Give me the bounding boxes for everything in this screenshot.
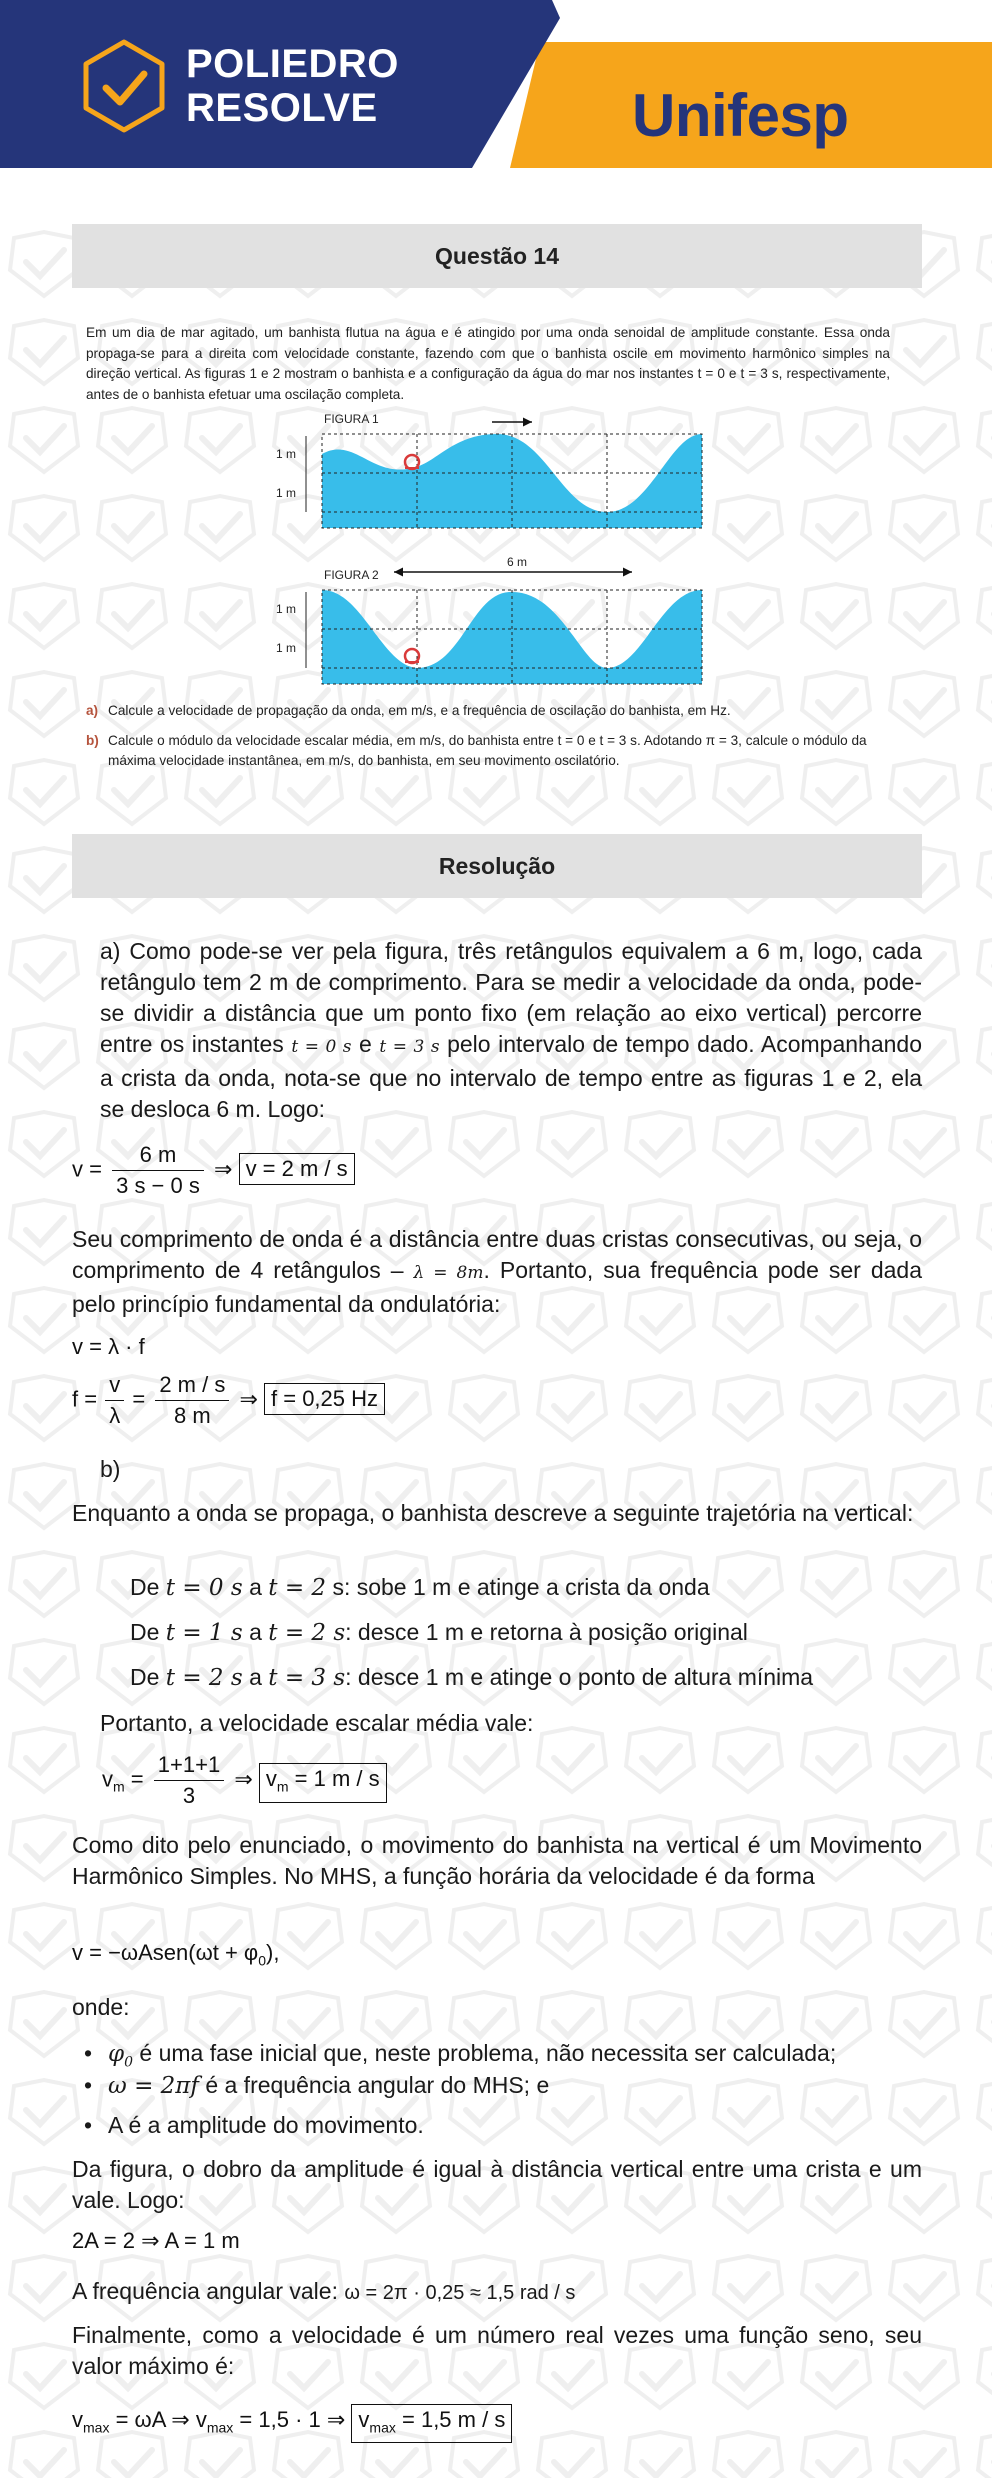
item-a: a) Calcule a velocidade de propagação da onda, em m/s, e a frequência de oscilação do banhista, em Hz.	[86, 703, 731, 718]
mhs-text: Como dito pelo enunciado, o movimento do banhista na vertical é um Movimento Harmônico Simples. No MHS, a função horária da velocidade é da forma	[72, 1832, 922, 1889]
question-statement: Em um dia de mar agitado, um banhista flutua na água e é atingido por uma onda senoidal de amplitude constante. Essa onda propaga-se para a direita com velocidade constante, fazendo com que o banhista oscile em movimento harmônico simples na direção vertical. As figuras 1 e 2 mostram o banhista e a configuração da água do mar nos instantes t = 0 e t = 3 s, respectivamente, antes de o banhista efetuar uma oscilação completa.	[86, 325, 890, 402]
question-title: Questão 14	[72, 224, 922, 288]
item-b: b) Calcule o módulo da velocidade escalar média, em m/s, do banhista entre t = 0 e t = 3 s. Adotando π = 3, calcule o módulo da máxima velocidade instantânea, em m/s, do banhista, em seu movimento oscilatório.	[86, 733, 867, 768]
fig2-1m-a: 1 m	[276, 602, 297, 616]
brand-line-2: RESOLVE	[186, 86, 378, 130]
equation-mean-velocity: $v_m$ = $\frac{1+1+1}{3}$ ⇒ $v_m = 1$ m / s	[102, 1750, 387, 1811]
equation-amplitude: 2A = 2 ⇒ A = 1 m	[72, 2228, 240, 2253]
figure2-label: FIGURA 2	[324, 568, 379, 582]
vm-intro: Portanto, a velocidade escalar média vale:	[100, 1710, 534, 1736]
resolution-a-text: a) Como pode-se ver pela figura, três retângulos equivalem a 6 m, logo, cada retângulo tem 2 m de comprimento. Para se medir a velocidade da onda, pode-se dividir a distância que um ponto fixo (em relação ao eixo vertical) percorre entre os instantes t = 0 s e t = 3 s pelo intervalo de tempo dado. Acompanhando a crista da onda, nota-se que no intervalo de tempo entre as figuras 1 e 2, ela se desloca 6 m. Logo:	[100, 938, 922, 1122]
equation-frequency: f = $\frac{v}{\lambda}$ = $\frac{2 m / s}{8 m}$ ⇒ f = 0,25 Hz	[72, 1370, 385, 1431]
equation-mhs: v = −ωAsen(ωt + $\varphi_0$),	[72, 1940, 280, 1969]
item-b-label: b)	[100, 1456, 121, 1482]
figure1-label: FIGURA 1	[324, 412, 379, 426]
fig1-1m-a: 1 m	[276, 447, 297, 461]
bullet-amplitude: • A é a amplitude do movimento.	[108, 2110, 424, 2140]
b-step-1: De t = 0 s a t = 2 s: sobe 1 m e atinge a crista da onda	[130, 1574, 710, 1601]
frequency-result: f = 0,25 Hz	[264, 1383, 385, 1415]
amplitude-text: Da figura, o dobro da amplitude é igual à distância vertical entre uma crista e um vale. Logo:	[72, 2156, 922, 2213]
onde-label: onde:	[72, 1994, 130, 2020]
brand-name	[186, 42, 399, 130]
check-hexagon-icon	[80, 38, 168, 134]
equation-v-lambda-f: v = λ · f	[72, 1334, 145, 1359]
vmax-result: $v_{max} = 1,5$ m / s	[351, 2404, 512, 2443]
omega-line: A frequência angular vale: ω = 2π · 0,25 ≈ 1,5 rad / s	[72, 2278, 576, 2304]
velocity-result: v = 2 m / s	[239, 1153, 355, 1185]
fig2-1m-b: 1 m	[276, 641, 297, 655]
b-step-2: De t = 1 s a t = 2 s: desce 1 m e retorna à posição original	[130, 1619, 748, 1646]
header	[0, 0, 992, 175]
bullet-omega: • ω = 2πf é a frequência angular do MHS; e	[108, 2070, 549, 2101]
equation-vmax: $v_{max} = \omega A$ ⇒ $v_{max} = 1,5 \cdot 1$ ⇒ $v_{max} = 1,5$ m / s	[72, 2404, 512, 2443]
bullet-phase: • $\varphi_0$ é uma fase inicial que, neste problema, não necessita ser calculada;	[108, 2038, 836, 2078]
wave-figures	[262, 406, 712, 686]
final-text: Finalmente, como a velocidade é um número real vezes uma função seno, seu valor máximo é:	[72, 2322, 922, 2379]
wavelength-text: Seu comprimento de onda é a distância entre duas cristas consecutivas, ou seja, o comprimento de 4 retângulos – λ = 8m. Portanto, sua frequência pode ser dada pelo princípio fundamental da ondulatória:	[72, 1226, 922, 1317]
resolution-title: Resolução	[72, 834, 922, 898]
mean-velocity-result: $v_m = 1$ m / s	[259, 1763, 387, 1802]
fig2-6m: 6 m	[507, 555, 528, 569]
b-step-3: De t = 2 s a t = 3 s: desce 1 m e atinge o ponto de altura mínima	[130, 1664, 814, 1691]
exam-name: Unifesp	[632, 82, 849, 149]
fig1-1m-b: 1 m	[276, 486, 297, 500]
equation-velocity: v = $\frac{6 m}{3 s - 0 s}$ ⇒ v = 2 m / s	[72, 1140, 355, 1201]
brand-line-1: POLIEDRO	[186, 42, 399, 86]
swimmer1-icon	[405, 455, 419, 469]
b-intro-text: Enquanto a onda se propaga, o banhista descreve a seguinte trajetória na vertical:	[72, 1500, 914, 1526]
